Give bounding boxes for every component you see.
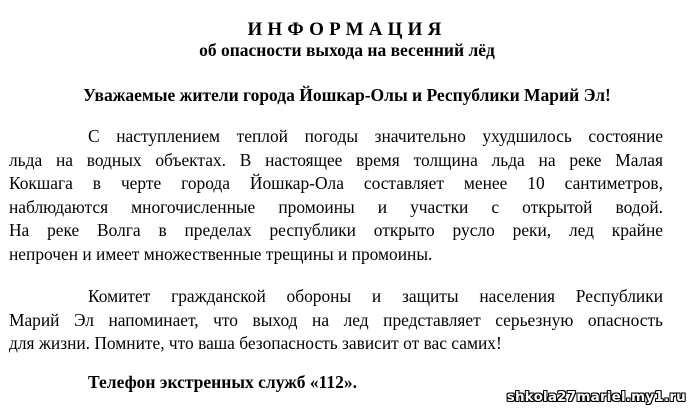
paragraph-line: Комитет гражданской обороны и защиты населения Республики	[88, 286, 663, 306]
paragraph-warning	[9, 285, 663, 356]
document-subtitle: об опасности выхода на весенний лёд	[199, 40, 495, 60]
greeting-heading: Уважаемые жители города Йошкар-Олы и Республики Марий Эл!	[83, 85, 611, 105]
paragraph-line: для жизни. Помните, что ваша безопасность зависит от вас самих!	[9, 333, 502, 353]
document-title: ИНФОРМАЦИЯ	[247, 19, 447, 40]
paragraph-line: непрочен и имеет множественные трещины и промоины.	[9, 243, 433, 264]
paragraph-line: С наступлением теплой погоды значительно ухудшилось состояние	[88, 126, 663, 146]
paragraph-line: наблюдаются многочисленные промоины и участки с открытой водой.	[9, 196, 663, 217]
paragraph-line: Кокшага в черте города Йошкар-Ола составляет менее 10 сантиметров,	[9, 173, 663, 193]
paragraph-line: льда на водных объектах. В настоящее время толщина льда на реке Малая	[9, 149, 663, 170]
paragraph-line: На реке Волга в пределах республики открыто русло реки, лед крайне	[9, 220, 663, 240]
site-watermark: shkola27mariel.my1.ru	[506, 389, 686, 405]
paragraph-line: Марий Эл напоминает, что выход на лед представляет серьезную опасность	[9, 309, 663, 330]
emergency-phone-line: Телефон экстренных служб «112».	[88, 372, 357, 392]
paragraph-ice-conditions	[9, 125, 663, 266]
